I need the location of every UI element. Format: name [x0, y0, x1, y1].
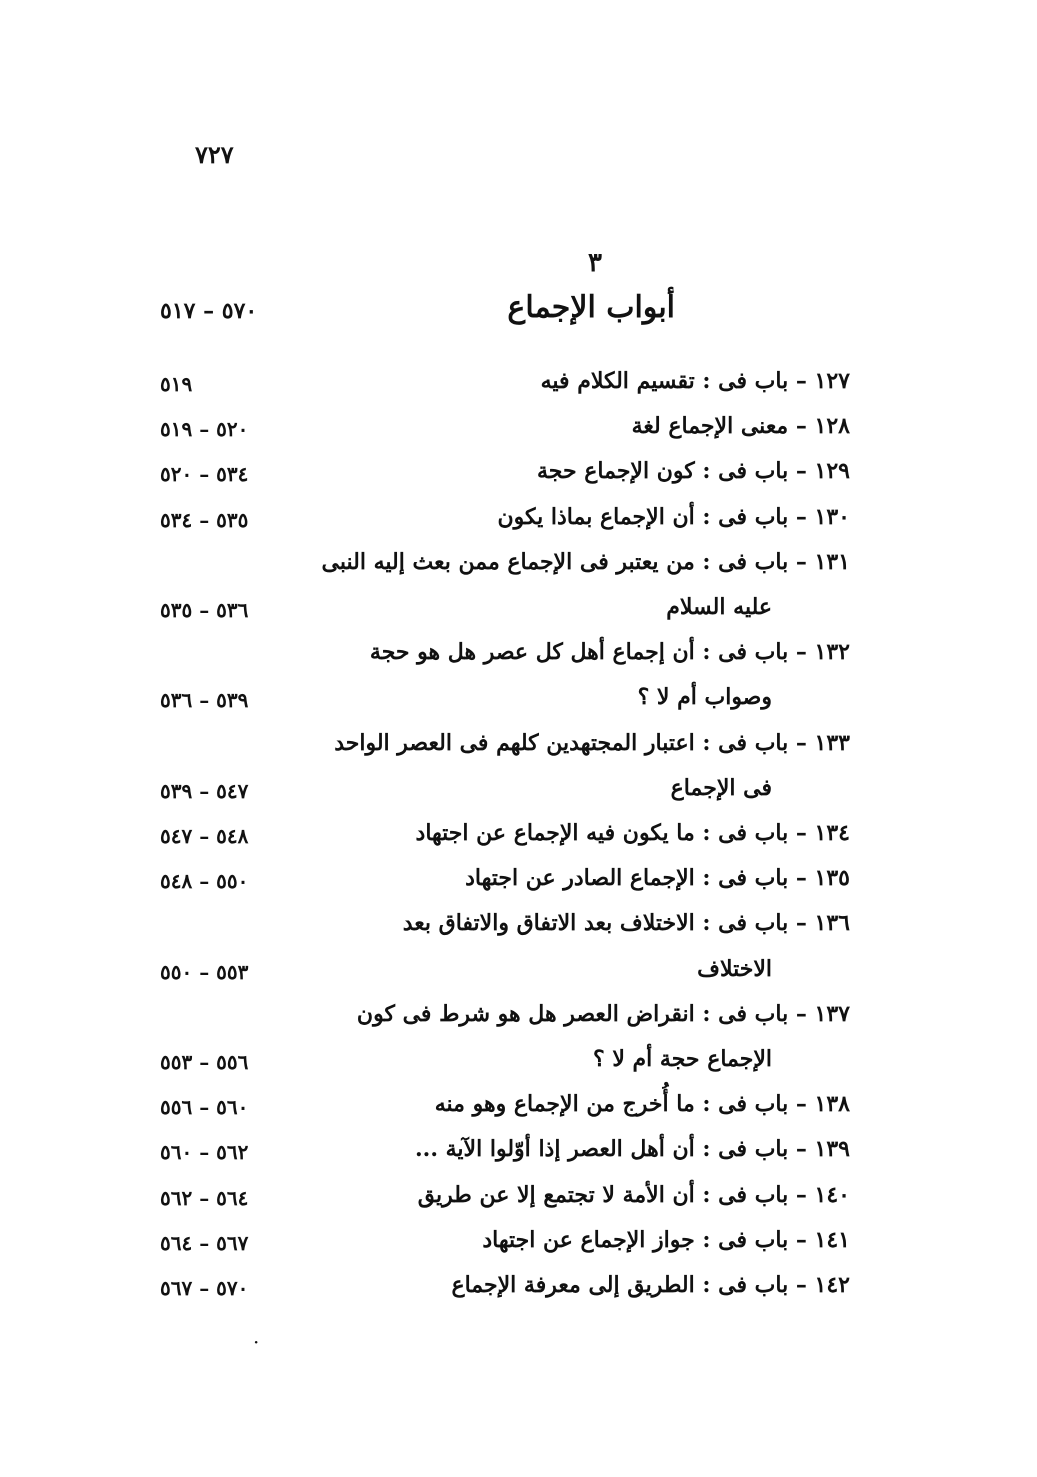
toc-entry-pages: ٥٦٢ – ٥٦٠ — [160, 1140, 249, 1165]
toc-entry-title: ١٢٨ – معنى الإجماع لغة — [631, 413, 850, 440]
toc-entry-pages: ٥٣٩ – ٥٣٦ — [160, 688, 249, 713]
toc-entry-pages: ٥٣٥ – ٥٣٤ — [160, 507, 249, 532]
toc-entry-pages: ٥٦٠ – ٥٥٦ — [160, 1095, 249, 1120]
part-number: ٣ — [588, 248, 602, 278]
toc-entry-pages: ٥٢٠ – ٥١٩ — [160, 417, 249, 442]
toc-entry-pages: ٥١٩ — [160, 372, 193, 396]
toc-entry — [150, 1134, 850, 1174]
toc-entry-title: ١٣٥ – باب فى : الإجماع الصادر عن اجتهاد — [465, 865, 850, 892]
page-mark: · — [253, 1330, 260, 1354]
toc-entry-pages: ٥٣٦ – ٥٣٥ — [160, 598, 249, 622]
toc-entry — [150, 999, 850, 1039]
toc-entry-title: ١٣٤ – باب فى : ما يكون فيه الإجماع عن اجتهاد — [415, 820, 850, 846]
toc-entry-title: ١٢٩ – باب فى : كون الإجماع حجة — [537, 458, 850, 485]
toc-entry-title-continued: عليه السلام — [666, 594, 772, 620]
toc-entry-continuation — [150, 773, 850, 813]
toc-entry — [150, 1089, 850, 1129]
toc-entry-title: ١٣٢ – باب فى : أن إجماع أهل كل عصر هل هو حجة — [369, 639, 850, 666]
toc-entry-title: ١٣٣ – باب فى : اعتبار المجتهدين كلهم فى العصر الواحد — [334, 729, 850, 756]
toc-entry — [150, 637, 850, 677]
toc-entry — [150, 366, 850, 406]
toc-entry-continuation — [150, 954, 850, 994]
toc-entry-title: ١٣٠ – باب فى : أن الإجماع بماذا يكون — [497, 503, 850, 530]
toc-entry-pages: ٥٤٨ – ٥٤٧ — [160, 824, 249, 848]
toc-entry-pages: ٥٦٧ – ٥٦٤ — [160, 1230, 249, 1255]
toc-entry — [150, 818, 850, 858]
toc-entry — [150, 411, 850, 451]
toc-entry — [150, 547, 850, 587]
toc-entry-pages: ٥٥٦ – ٥٥٣ — [160, 1050, 249, 1074]
toc-entry — [150, 908, 850, 948]
section-heading — [150, 290, 850, 334]
toc-entry-title: ١٣٦ – باب فى : الاختلاف بعد الاتفاق والاتفاق بعد — [402, 910, 850, 937]
toc-entry-title: ١٤١ – باب فى : جواز الإجماع عن اجتهاد — [482, 1226, 850, 1253]
toc-entry-title: ١٢٧ – باب فى : تقسيم الكلام فيه — [540, 368, 850, 394]
section-title: أبواب الإجماع — [507, 290, 675, 325]
toc-entry — [150, 1270, 850, 1310]
toc-entry-pages: ٥٤٧ – ٥٣٩ — [160, 778, 249, 803]
toc-entry-title: ١٣٧ – باب فى : انقراض العصر هل هو شرط فى كون — [356, 1000, 850, 1027]
toc-entry-title-continued: الاختلاف — [697, 955, 772, 982]
toc-entry-pages: ٥٥٣ – ٥٥٠ — [160, 959, 249, 984]
toc-entry-title: ١٣١ – باب فى : من يعتبر فى الإجماع ممن بعث إليه النبى — [321, 548, 850, 575]
toc-entry-title: ١٤٢ – باب فى : الطريق إلى معرفة الإجماع — [451, 1272, 850, 1298]
toc-entry — [150, 502, 850, 542]
toc-entry — [150, 456, 850, 496]
toc-entry — [150, 1225, 850, 1265]
toc-entry-pages: ٥٦٤ – ٥٦٢ — [160, 1185, 249, 1210]
toc-entry-continuation — [150, 592, 850, 632]
toc-entry-pages: ٥٧٠ – ٥٦٧ — [160, 1276, 249, 1300]
toc-entry-title: ١٤٠ – باب فى : أن الأمة لا تجتمع إلا عن طريق — [417, 1181, 850, 1208]
page-number: ٧٢٧ — [195, 140, 234, 169]
toc-entry-pages: ٥٥٠ – ٥٤٨ — [160, 869, 249, 894]
toc-entry-title-continued: الإجماع حجة أم لا ؟ — [593, 1046, 772, 1072]
toc-entry-continuation — [150, 682, 850, 722]
section-page-range: ٥٧٠ – ٥١٧ — [160, 298, 258, 324]
toc-entry — [150, 728, 850, 768]
toc-entry — [150, 863, 850, 903]
toc-entry-title: ١٣٨ – باب فى : ما أُخرج من الإجماع وهو منه — [434, 1091, 850, 1118]
toc-entry-title-continued: فى الإجماع — [670, 774, 772, 801]
toc-entry-continuation — [150, 1044, 850, 1084]
toc-entry-title: ١٣٩ – باب فى : أن أهل العصر إذا أوّلوا الآية ... — [415, 1136, 850, 1163]
toc-entry-title-continued: وصواب أم لا ؟ — [637, 684, 772, 711]
toc-entry-pages: ٥٣٤ – ٥٢٠ — [160, 462, 249, 487]
toc-entry — [150, 1180, 850, 1220]
